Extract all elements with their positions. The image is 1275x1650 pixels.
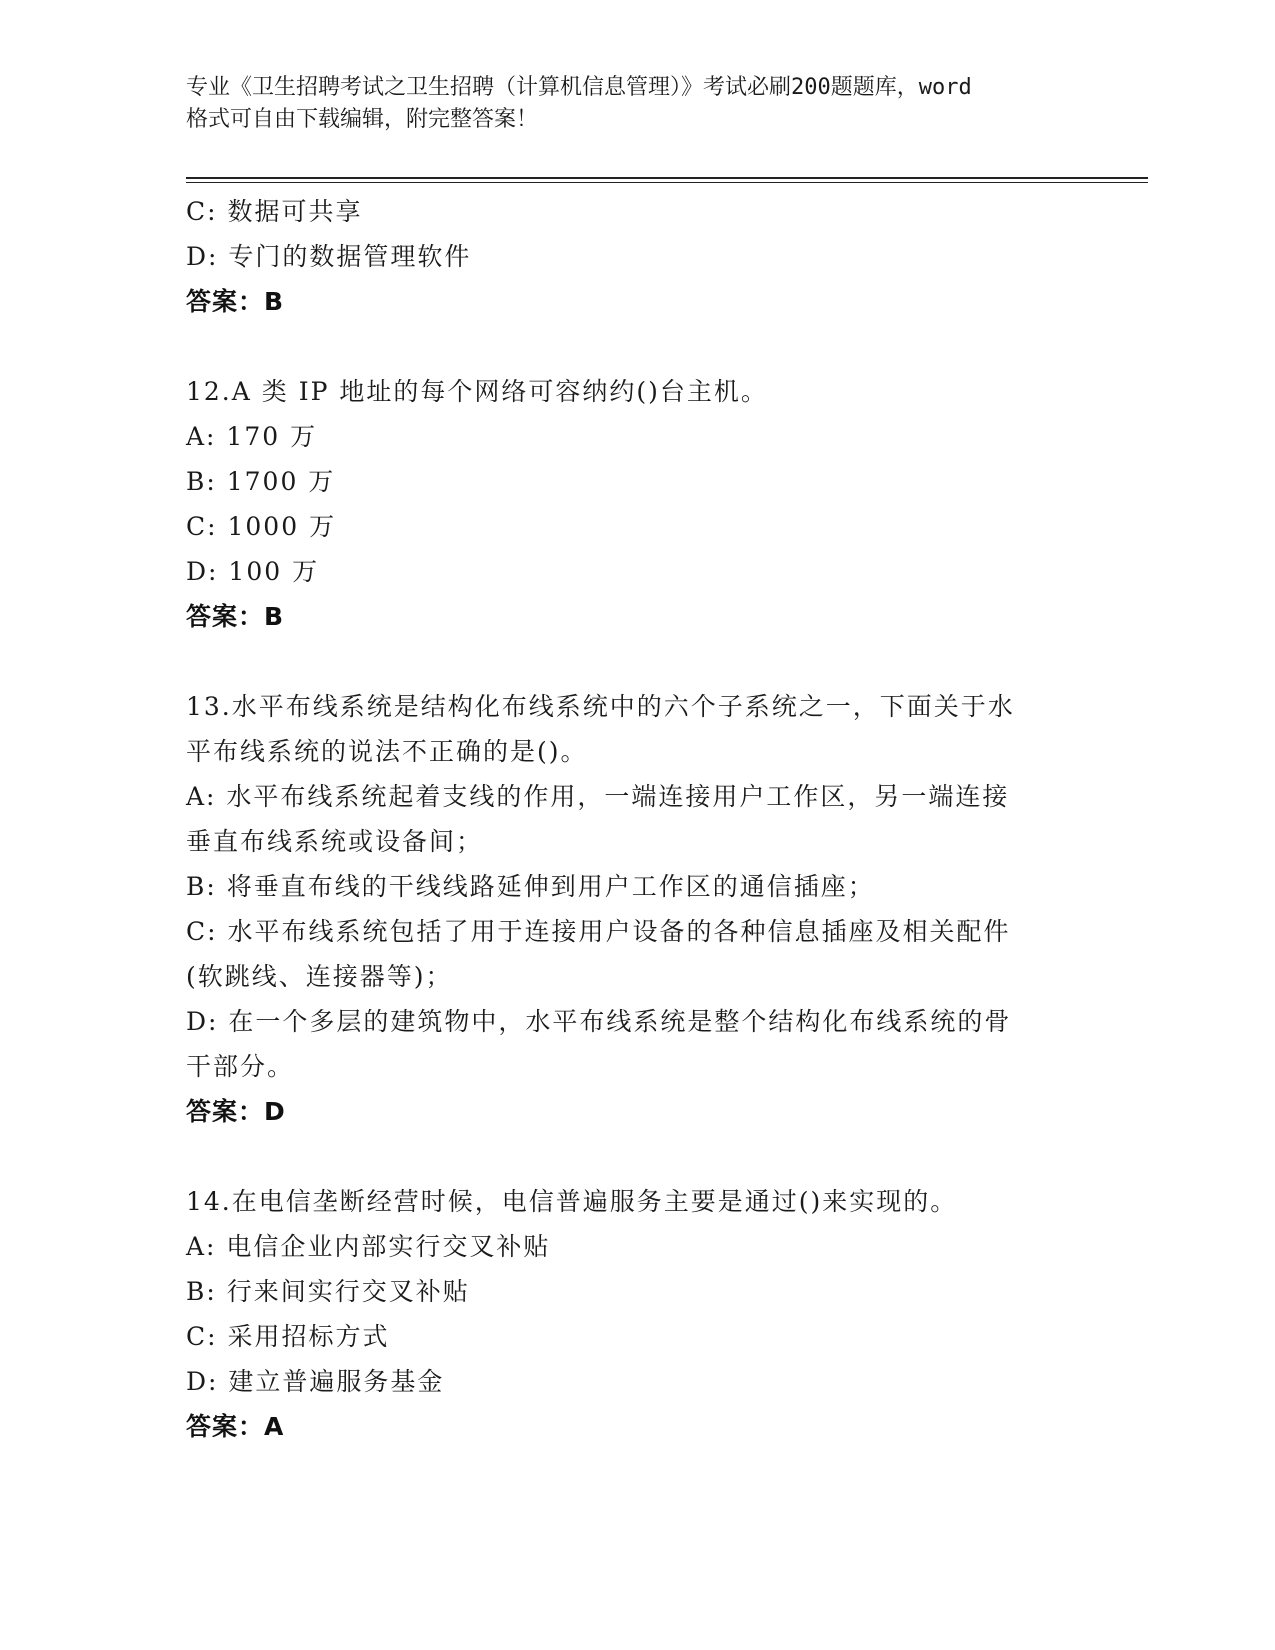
answer-line: 答案：B bbox=[186, 602, 285, 631]
option-line: C: 采用招标方式 bbox=[186, 1322, 390, 1351]
question-content bbox=[186, 189, 1076, 1449]
option-line: 干部分。 bbox=[186, 1052, 295, 1081]
question-13 bbox=[186, 684, 1076, 1134]
option-line: A: 水平布线系统起着支线的作用，一端连接用户工作区，另一端连接 bbox=[186, 782, 1010, 811]
question-list bbox=[186, 369, 1076, 1449]
option-line: 垂直布线系统或设备间； bbox=[186, 827, 484, 856]
option-line: C: 1000 万 bbox=[186, 512, 337, 541]
question-text-line: 平布线系统的说法不正确的是()。 bbox=[186, 737, 588, 766]
question-text-line: 14.在电信垄断经营时候，电信普遍服务主要是通过()来实现的。 bbox=[186, 1187, 958, 1216]
option-line: D: 建立普遍服务基金 bbox=[186, 1367, 445, 1396]
question-text-line: 13.水平布线系统是结构化布线系统中的六个子系统之一，下面关于水 bbox=[186, 692, 1015, 721]
question-12 bbox=[186, 369, 1076, 639]
answer-line: 答案：B bbox=[186, 287, 285, 316]
answer-line: 答案：D bbox=[186, 1097, 286, 1126]
option-line: B: 行来间实行交叉补贴 bbox=[186, 1277, 470, 1306]
option-line: A: 电信企业内部实行交叉补贴 bbox=[186, 1232, 551, 1261]
option-line: (软跳线、连接器等)； bbox=[186, 962, 453, 991]
header-line-1: 专业《卫生招聘考试之卫生招聘（计算机信息管理）》考试必刷200题题库，word bbox=[186, 75, 972, 100]
header-line-2: 格式可自由下载编辑，附完整答案！ bbox=[186, 107, 539, 132]
document-header bbox=[186, 72, 1086, 136]
header-rule-thin bbox=[186, 182, 1148, 183]
option-line: B: 将垂直布线的干线线路延伸到用户工作区的通信插座； bbox=[186, 872, 875, 901]
option-line: D: 100 万 bbox=[186, 557, 320, 586]
option-c: C: 数据可共享 bbox=[186, 197, 363, 226]
option-line: A: 170 万 bbox=[186, 422, 318, 451]
option-line: B: 1700 万 bbox=[186, 467, 336, 496]
header-rule-thick bbox=[186, 177, 1148, 179]
question-14 bbox=[186, 1179, 1076, 1449]
option-line: C: 水平布线系统包括了用于连接用户设备的各种信息插座及相关配件 bbox=[186, 917, 1011, 946]
option-d: D: 专门的数据管理软件 bbox=[186, 242, 472, 271]
partial-question bbox=[186, 189, 1076, 324]
answer-line: 答案：A bbox=[186, 1412, 285, 1441]
option-line: D: 在一个多层的建筑物中，水平布线系统是整个结构化布线系统的骨 bbox=[186, 1007, 1012, 1036]
question-text-line: 12.A 类 IP 地址的每个网络可容纳约()台主机。 bbox=[186, 377, 768, 406]
